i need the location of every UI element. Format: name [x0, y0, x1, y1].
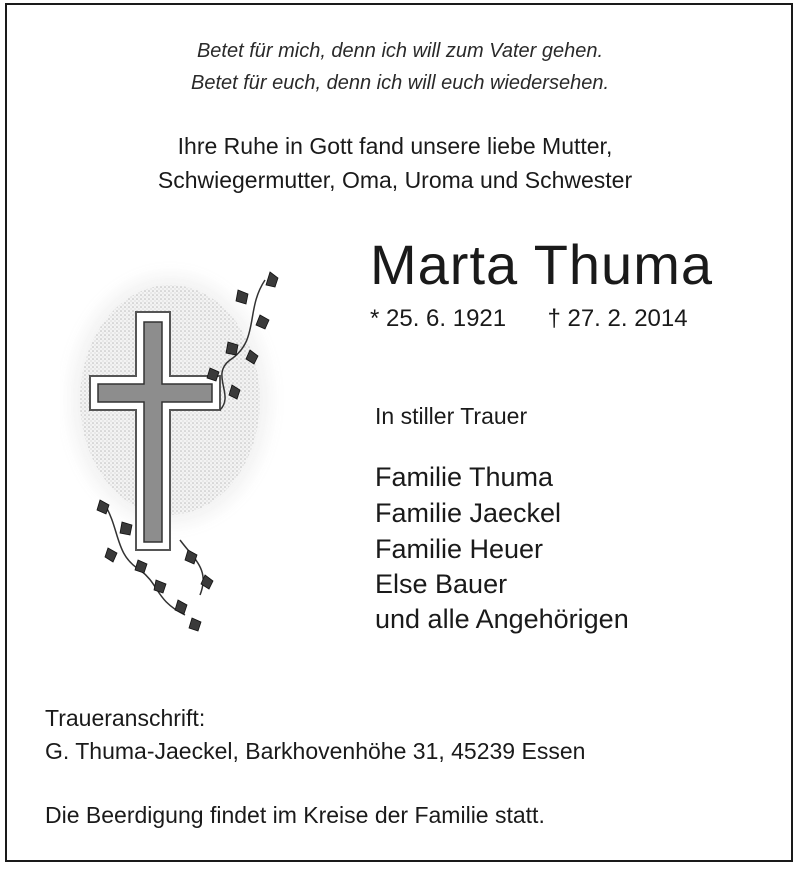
family-line-3: Familie Heuer	[375, 534, 544, 564]
death-date: † 27. 2. 2014	[547, 305, 688, 332]
verse-line-1: Betet für mich, denn ich will zum Vater gehen.	[196, 40, 604, 62]
family-line-2: Familie Jaeckel	[375, 498, 562, 528]
address-label: Traueranschrift:	[45, 705, 206, 731]
verse-line-2: Betet für euch, denn ich will euch wiedersehen.	[190, 72, 610, 94]
family-line-1: Familie Thuma	[375, 462, 554, 492]
birth-date: * 25. 6. 1921	[370, 305, 507, 332]
intro-line-1: Ihre Ruhe in Gott fand unsere liebe Mutter,	[177, 133, 613, 159]
family-line-5: und alle Angehörigen	[375, 604, 629, 634]
mourning-heading: In stiller Trauer	[375, 403, 528, 429]
deceased-name: Marta Thuma	[370, 233, 713, 296]
intro-line-2: Schwiegermutter, Oma, Uroma und Schwester	[157, 167, 633, 193]
family-line-4: Else Bauer	[375, 569, 508, 599]
funeral-note: Die Beerdigung findet im Kreise der Familie statt.	[45, 802, 545, 828]
life-dates	[370, 305, 688, 333]
cross-with-ivy-icon	[60, 250, 300, 650]
address-value: G. Thuma-Jaeckel, Barkhovenhöhe 31, 45239 Essen	[45, 738, 586, 764]
